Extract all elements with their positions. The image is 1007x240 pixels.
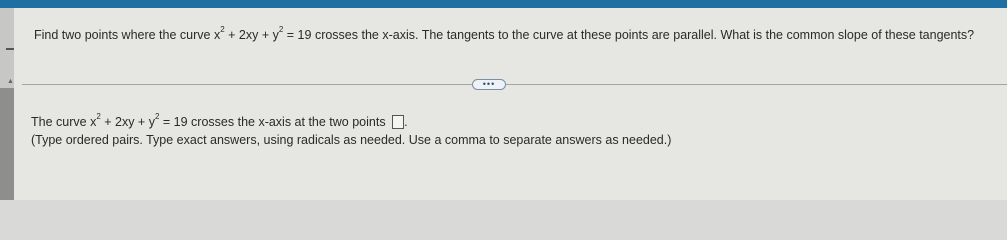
question-equation: $x^2 + 2xy + y^2 = 19$ [213,25,312,42]
divider [22,84,1007,85]
answer-equation: $x^2 + 2xy + y^2 = 19$ [90,112,188,129]
top-bar [0,0,1007,8]
rail-arrow-icon[interactable]: ▲ [7,78,14,85]
question-suffix: crosses the x-axis. The tangents to the curve at these points are parallel. What is the common slope of these tangents? [311,28,975,42]
question-text [34,26,974,44]
answer-input-box[interactable] [392,115,404,129]
expand-button[interactable]: ••• [472,79,506,90]
question-prefix: Find two points where the curve [34,28,214,42]
left-rail-scroll[interactable] [0,88,14,200]
answer-instructions: (Type ordered pairs. Type exact answers, using radicals as needed. Use a comma to separate answers as needed.) [31,133,672,147]
answer-prompt: The curve $x^2 + 2xy + y^2 = 19$ crosses the x-axis at the two points . [31,112,408,129]
